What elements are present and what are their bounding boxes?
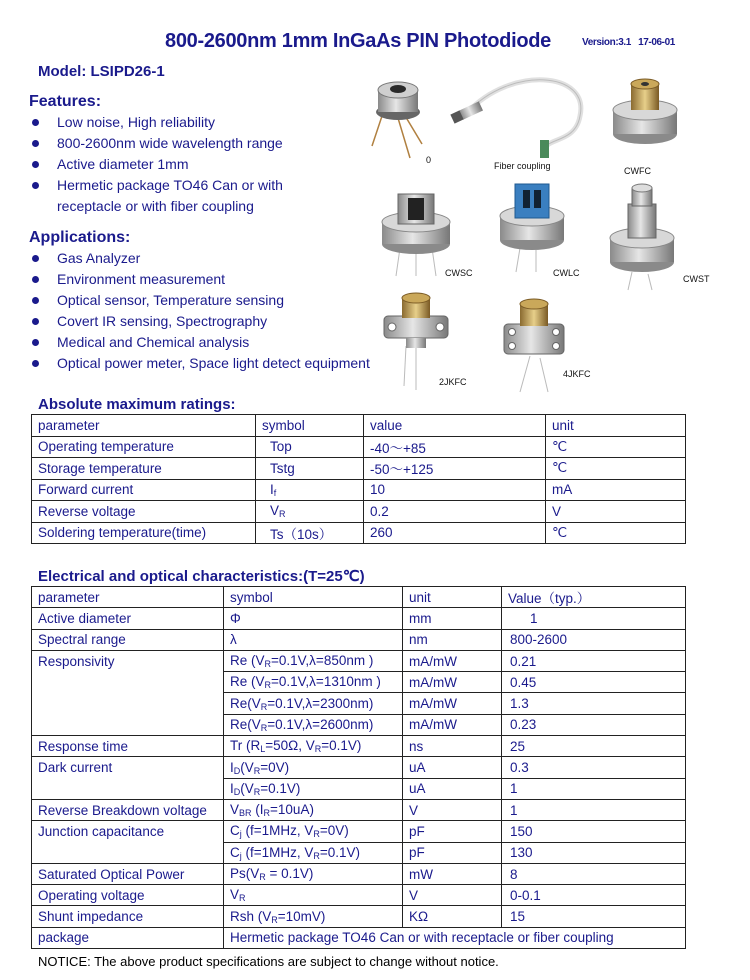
value-cell: 0.21: [502, 650, 686, 671]
param-cell: [32, 778, 224, 799]
unit-cell: pF: [403, 842, 502, 863]
symbol-cell: Φ: [224, 608, 403, 629]
bullet-icon: [32, 339, 39, 346]
bullet-icon: [32, 182, 39, 189]
symbol-cell: $Ps(V_R = 0.1V)$: [224, 863, 403, 884]
value-cell: Value（typ.）: [502, 587, 686, 608]
table-row: [32, 799, 686, 820]
page-title: 800-2600nm 1mm InGaAs PIN Photodiode: [165, 30, 551, 52]
list-item: 800-2600nm wide wavelength range: [30, 133, 283, 154]
value-cell: 1: [502, 608, 686, 629]
symbol-cell: $V_R$: [224, 885, 403, 906]
symbol-cell: $I_D(V_R=0V)$: [224, 757, 403, 778]
symbol-cell: $Re(V_R=0.1V,\lambda=2300nm)$: [224, 693, 403, 714]
param-cell: [32, 842, 224, 863]
value-cell: 0.45: [502, 672, 686, 693]
caption-cwsc: CWSC: [445, 268, 473, 278]
table-row: [32, 927, 686, 948]
unit-cell: V: [403, 799, 502, 820]
bullet-icon: [32, 140, 39, 147]
table-row: Operating temperature Top -40～+85 ℃: [32, 436, 686, 458]
value-cell: 0-0.1: [502, 885, 686, 906]
unit-cell: mA/mW: [403, 693, 502, 714]
version-info: [582, 37, 675, 48]
value-cell: 800-2600: [502, 629, 686, 650]
list-item: Low noise, High reliability: [30, 112, 283, 133]
caption-4jkfc: 4JKFC: [563, 369, 591, 379]
table-row: [32, 693, 686, 714]
param-cell: Spectral range: [32, 629, 224, 650]
features-heading: Features:: [29, 93, 102, 110]
bullet-icon: [32, 161, 39, 168]
unit-cell: mA/mW: [403, 672, 502, 693]
param-cell: [32, 672, 224, 693]
to46-can-image: [372, 82, 422, 158]
list-item: Medical and Chemical analysis: [30, 332, 370, 353]
unit-cell: nm: [403, 629, 502, 650]
table-row: [32, 778, 686, 799]
symbol-cell: Tr ($R_L=50\Omega$, $V_R=0.1V$): [224, 736, 403, 757]
list-item: Active diameter 1mm: [30, 154, 283, 175]
table-header-row: [32, 587, 686, 608]
symbol-cell: Re ($V_R=0.1V,\lambda=850nm$ ): [224, 650, 403, 671]
param-cell: Junction capacitance: [32, 821, 224, 842]
value-cell: 15: [502, 906, 686, 927]
unit-cell: uA: [403, 757, 502, 778]
caption-cwfc: CWFC: [624, 166, 651, 176]
table-row: [32, 906, 686, 927]
features-list: [30, 112, 283, 217]
bullet-icon: [32, 360, 39, 367]
applications-heading: Applications:: [29, 229, 131, 246]
value-cell: 1: [502, 799, 686, 820]
symbol-cell: $Re(V_R=0.1V,\lambda=2600nm)$: [224, 714, 403, 735]
list-item: Hermetic package TO46 Can or with: [30, 175, 283, 196]
header-cell: parameter: [32, 415, 256, 437]
cwst-image: [610, 184, 674, 290]
list-item: Optical sensor, Temperature sensing: [30, 290, 370, 311]
param-cell: Dark current: [32, 757, 224, 778]
value-cell: 150: [502, 821, 686, 842]
table-row: [32, 714, 686, 735]
cwsc-image: [382, 194, 450, 276]
package-photos: [370, 76, 710, 396]
list-item-continuation: receptacle or with fiber coupling: [57, 198, 254, 214]
symbol-cell: $I_D(V_R=0.1V)$: [224, 778, 403, 799]
header-cell: unit: [546, 415, 686, 437]
caption-cwlc: CWLC: [553, 268, 580, 278]
param-cell: parameter: [32, 587, 224, 608]
absolute-max-table: [31, 414, 686, 544]
unit-cell: mW: [403, 863, 502, 884]
param-cell: package: [32, 927, 224, 948]
bullet-icon: [32, 297, 39, 304]
value-cell: 1: [502, 778, 686, 799]
cwlc-image: [500, 184, 564, 272]
bullet-icon: [32, 276, 39, 283]
bullet-icon: [32, 255, 39, 262]
table-row: Soldering temperature(time) Ts（10s） 260 ℃: [32, 522, 686, 544]
unit-cell: mm: [403, 608, 502, 629]
param-cell: Reverse Breakdown voltage: [32, 799, 224, 820]
symbol-cell: $C_j$ (f=1MHz, $V_R=0.1V$): [224, 842, 403, 863]
unit-cell: ns: [403, 736, 502, 757]
fiber-coupling-image: [450, 80, 581, 158]
unit-cell: unit: [403, 587, 502, 608]
value-cell: 0.3: [502, 757, 686, 778]
unit-cell: KΩ: [403, 906, 502, 927]
table-row: [32, 629, 686, 650]
unit-cell: V: [403, 885, 502, 906]
param-cell: Operating voltage: [32, 885, 224, 906]
table-row: Storage temperature Tstg -50～+125 ℃: [32, 458, 686, 480]
table-row: Reverse voltage $V_R$ 0.2 V: [32, 501, 686, 523]
table-row: [32, 842, 686, 863]
value-cell: 25: [502, 736, 686, 757]
table-row: [32, 863, 686, 884]
cwfc-image: [613, 79, 677, 144]
caption-to46: 0: [426, 155, 432, 165]
symbol-cell: Rsh $(V_R=10mV)$: [224, 906, 403, 927]
list-item: Covert IR sensing, Spectrography: [30, 311, 370, 332]
unit-cell: pF: [403, 821, 502, 842]
package-value-cell: Hermetic package TO46 Can or with receptacle or fiber coupling: [224, 927, 686, 948]
param-cell: Active diameter: [32, 608, 224, 629]
param-cell: [32, 714, 224, 735]
table-row: [32, 650, 686, 671]
symbol-cell: $V_{BR}$ $(I_R=10uA)$: [224, 799, 403, 820]
4jkfc-image: [504, 299, 564, 392]
param-cell: Response time: [32, 736, 224, 757]
header-cell: symbol: [256, 415, 364, 437]
list-item: Gas Analyzer: [30, 248, 370, 269]
param-cell: [32, 693, 224, 714]
value-cell: 1.3: [502, 693, 686, 714]
header-cell: value: [364, 415, 546, 437]
electrical-table: [31, 586, 686, 949]
notice-text: NOTICE: The above product specifications are subject to change without notice.: [38, 954, 499, 969]
bullet-icon: [32, 318, 39, 325]
table-row: Forward current $I_f$ 10 mA: [32, 479, 686, 501]
value-cell: 130: [502, 842, 686, 863]
caption-cwst: CWST: [683, 274, 710, 284]
symbol-cell: Re ($V_R=0.1V,\lambda=1310nm$ ): [224, 672, 403, 693]
table-row: [32, 608, 686, 629]
bullet-icon: [32, 119, 39, 126]
caption-fiber: Fiber coupling: [494, 161, 551, 171]
param-cell: Shunt impedance: [32, 906, 224, 927]
electrical-heading: Electrical and optical characteristics:(T=25℃): [38, 568, 365, 585]
caption-2jkfc: 2JKFC: [439, 377, 467, 387]
table-header-row: [32, 415, 686, 437]
2jkfc-image: [384, 293, 448, 390]
param-cell: Saturated Optical Power: [32, 863, 224, 884]
table-row: [32, 736, 686, 757]
value-cell: 8: [502, 863, 686, 884]
symbol-cell: $C_j$ (f=1MHz, $V_R=0V$): [224, 821, 403, 842]
unit-cell: mA/mW: [403, 714, 502, 735]
symbol-cell: symbol: [224, 587, 403, 608]
table-row: [32, 672, 686, 693]
table-row: [32, 885, 686, 906]
symbol-cell: λ: [224, 629, 403, 650]
table-row: [32, 821, 686, 842]
table-row: [32, 757, 686, 778]
value-cell: 0.23: [502, 714, 686, 735]
unit-cell: uA: [403, 778, 502, 799]
param-cell: Responsivity: [32, 650, 224, 671]
version-date: 17-06-01: [638, 37, 675, 48]
list-item: Optical power meter, Space light detect equipment: [30, 353, 370, 374]
absolute-max-heading: Absolute maximum ratings:: [38, 396, 236, 413]
list-item: Environment measurement: [30, 269, 370, 290]
unit-cell: mA/mW: [403, 650, 502, 671]
applications-list: [30, 248, 370, 374]
version-label: Version:3.1: [582, 37, 631, 48]
model-name: Model: LSIPD26-1: [38, 63, 165, 80]
